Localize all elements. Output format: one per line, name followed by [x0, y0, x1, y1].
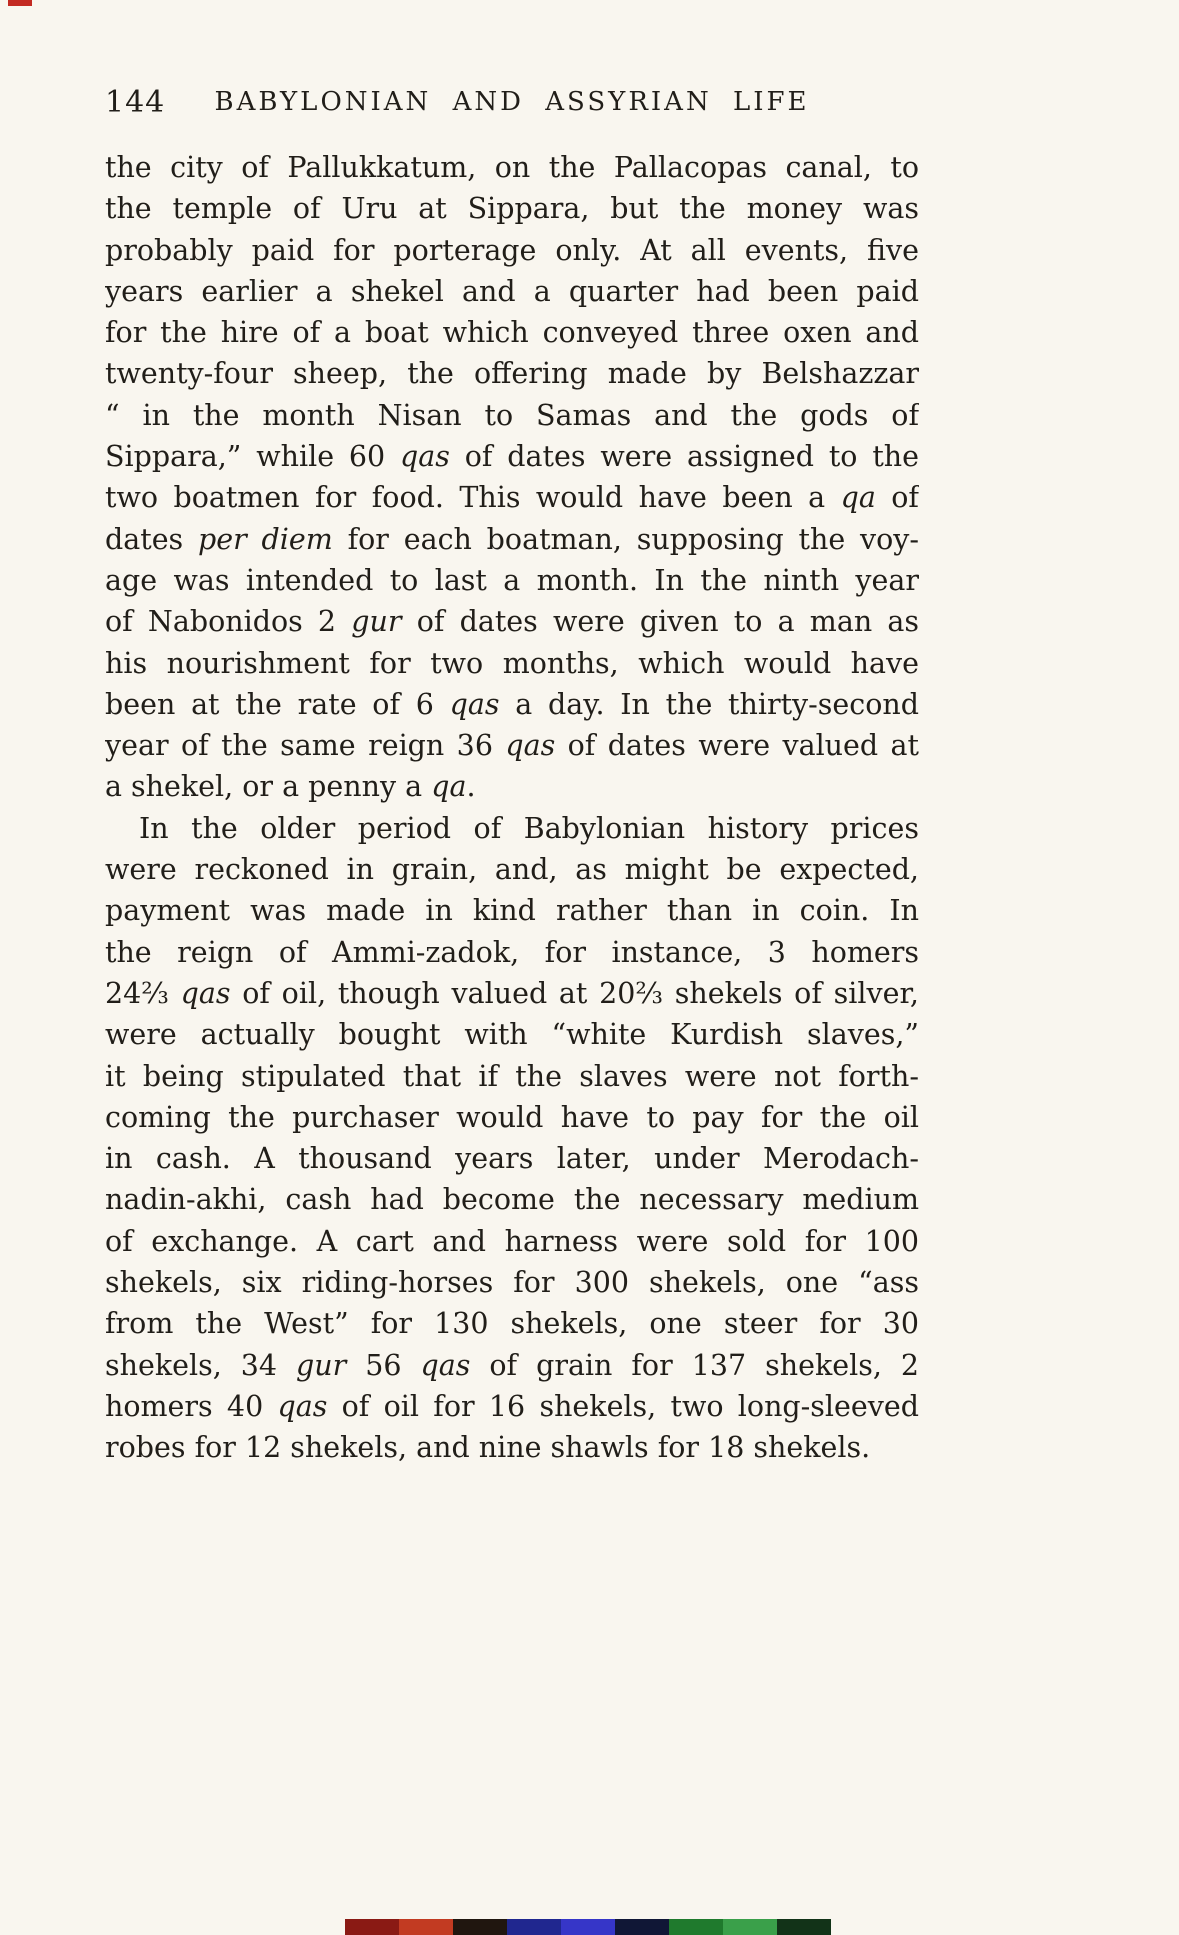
- text-line: two boatmen for food. This would have been a qa of: [105, 481, 919, 515]
- text-line: the temple of Uru at Sippara, but the money was: [105, 192, 919, 226]
- text-line: probably paid for porterage only. At all events, five: [105, 233, 919, 267]
- text-line: the city of Pallukkatum, on the Pallacopas canal, to: [105, 151, 919, 184]
- text-line: from the West” for 130 shekels, one steer for 30: [105, 1307, 919, 1341]
- text-line: shekels, 34 gur 56 qas of grain for 137 shekels, 2: [105, 1348, 919, 1382]
- text-line: nadin-akhi, cash had become the necessary medium: [105, 1183, 919, 1217]
- text-line: been at the rate of 6 qas a day. In the thirty-second: [105, 687, 919, 721]
- color-bar-segment: [777, 1919, 831, 1935]
- text-line: of exchange. A cart and harness were sold for 100: [105, 1224, 919, 1258]
- text-line: dates per diem for each boatman, supposing the voy-: [105, 522, 919, 556]
- scan-color-bar: [345, 1919, 831, 1935]
- text-line: coming the purchaser would have to pay for the oil: [105, 1100, 919, 1134]
- text-line: his nourishment for two months, which would have: [105, 646, 919, 680]
- text-line: robes for 12 shekels, and nine shawls for 18 shekels.: [105, 1431, 871, 1465]
- text-line: 24⅔ qas of oil, though valued at 20⅔ shekels of silver,: [105, 976, 919, 1010]
- text-line: twenty-four sheep, the offering made by Belshazzar: [105, 357, 919, 391]
- color-bar-segment: [507, 1919, 561, 1935]
- page-number: 144: [105, 85, 166, 120]
- color-bar-segment: [399, 1919, 453, 1935]
- page-header: [105, 84, 919, 124]
- color-bar-segment: [669, 1919, 723, 1935]
- text-line: for the hire of a boat which conveyed three oxen and: [105, 316, 919, 350]
- text-line: age was intended to last a month. In the ninth year: [105, 563, 919, 597]
- color-bar-segment: [345, 1919, 399, 1935]
- color-bar-segment: [615, 1919, 669, 1935]
- text-line: the reign of Ammi-zadok, for instance, 3 homers: [105, 935, 919, 969]
- color-bar-segment: [561, 1919, 615, 1935]
- text-line: were actually bought with “white Kurdish slaves,”: [105, 1018, 919, 1052]
- text-line: years earlier a shekel and a quarter had been paid: [105, 274, 919, 308]
- text-line: of Nabonidos 2 gur of dates were given to a man as: [105, 605, 919, 639]
- text-line: “ in the month Nisan to Samas and the gods of: [105, 398, 919, 432]
- text-line: shekels, six riding-horses for 300 shekels, one “ass: [105, 1266, 919, 1300]
- text-line: a shekel, or a penny a qa.: [105, 770, 476, 804]
- running-title: BABYLONIAN AND ASSYRIAN LIFE: [214, 87, 810, 117]
- scan-red-mark: [8, 0, 32, 6]
- text-line: in cash. A thousand years later, under Merodach-: [105, 1142, 919, 1176]
- text-line: it being stipulated that if the slaves were not forth-: [105, 1059, 919, 1093]
- text-line: year of the same reign 36 qas of dates were valued at: [105, 729, 919, 763]
- text-line: were reckoned in grain, and, as might be expected,: [105, 853, 919, 887]
- text-line: In the older period of Babylonian history prices: [139, 811, 919, 845]
- text-line: homers 40 qas of oil for 16 shekels, two long-sleeved: [105, 1389, 919, 1423]
- text-line: Sippara,” while 60 qas of dates were assigned to the: [105, 440, 919, 474]
- color-bar-segment: [723, 1919, 777, 1935]
- color-bar-segment: [453, 1919, 507, 1935]
- text-block: [105, 147, 919, 1469]
- text-line: payment was made in kind rather than in coin. In: [105, 894, 919, 928]
